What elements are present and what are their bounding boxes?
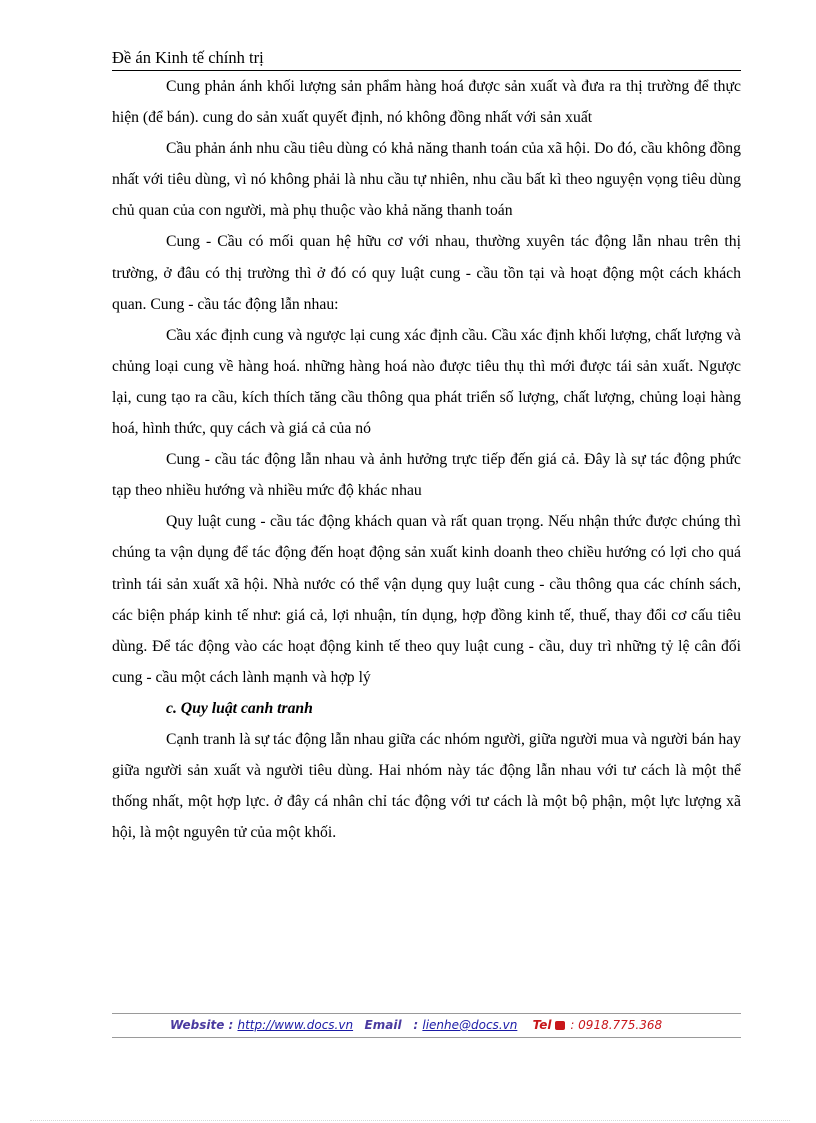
website-separator: : <box>224 1018 238 1032</box>
paragraph: Cầu phản ánh nhu cầu tiêu dùng có khả năng thanh toán của xã hội. Do đó, cầu không đồng nhất với tiêu dùng, vì nó không phải là nhu cầu tự nhiên, nhu cầu bất kì theo nguyện vọng tiêu dùng chủ quan của con người, mà phụ thuộc vào khả năng thanh toán <box>112 140 741 220</box>
website-link[interactable]: http://www.docs.vn <box>237 1018 354 1032</box>
paragraph: Cung - cầu tác động lẫn nhau và ảnh hưởng trực tiếp đến giá cả. Đây là sự tác động phức tạp theo nhiều hướng và nhiều mức độ khác nhau <box>112 451 741 500</box>
email-separator: : <box>409 1018 423 1032</box>
website-label: Website <box>170 1018 225 1032</box>
email-link[interactable]: lienhe@docs.vn <box>422 1018 518 1032</box>
document-header-title: Đề án Kinh tế chính trị <box>112 48 264 67</box>
page-edge-divider <box>30 1120 790 1121</box>
tel-separator: : <box>566 1018 579 1032</box>
page-footer <box>170 1018 662 1032</box>
paragraph: Cạnh tranh là sự tác động lẫn nhau giữa các nhóm người, giữa người mua và người bán hay giữa người sản xuất và người tiêu dùng. Hai nhóm này tác động lẫn nhau với tư cách là một thể thống nhất, một hợp lực. ở đây cá nhân chỉ tác động với tư cách là một bộ phận, một lực lượng xã hội, là một nguyên tử của một khối. <box>112 730 741 842</box>
section-heading: c. Quy luật canh tranh <box>166 699 313 717</box>
document-body <box>112 71 741 848</box>
paragraph: Quy luật cung - cầu tác động khách quan và rất quan trọng. Nếu nhận thức được chúng thì chúng ta vận dụng để tác động đến hoạt động sản xuất kinh doanh theo chiều hướng có lợi cho quá trình tái sản xuất xã hội. Nhà nước có thể vận dụng quy luật cung - cầu thông qua các chính sách, các biện pháp kinh tế như: giá cả, lợi nhuận, tín dụng, hợp đồng kinh tế, thuế, thay đổi cơ cấu tiêu dùng. Để tác động vào các hoạt động kinh tế theo quy luật cung - cầu, duy trì những tỷ lệ cân đối cung - cầu một cách lành mạnh và hợp lý <box>112 513 741 686</box>
paragraph: Cung phản ánh khối lượng sản phẩm hàng hoá được sản xuất và đưa ra thị trường để thực hiện (để bán). cung do sản xuất quyết định, nó không đồng nhất với sản xuất <box>112 78 741 127</box>
tel-number: 0918.775.368 <box>578 1018 663 1032</box>
footer-divider-bottom <box>112 1037 741 1038</box>
phone-icon <box>555 1021 565 1030</box>
tel-label: Tel <box>532 1018 552 1032</box>
paragraph: Cung - Cầu có mối quan hệ hữu cơ với nhau, thường xuyên tác động lẫn nhau trên thị trường, ở đâu có thị trường thì ở đó có quy luật cung - cầu tồn tại và hoạt động một cách khách quan. Cung - cầu tác động lẫn nhau: <box>112 233 741 313</box>
paragraph: Cầu xác định cung và ngược lại cung xác định cầu. Cầu xác định khối lượng, chất lượng và chủng loại cung về hàng hoá. những hàng hoá nào được tiêu thụ thì mới được tái sản xuất. Ngược lại, cung tạo ra cầu, kích thích tăng cầu thông qua phát triển số lượng, chất lượng, chủng loại hàng hoá, hình thức, quy cách và giá cả của nó <box>112 326 741 438</box>
footer-divider-top <box>112 1013 741 1014</box>
email-label: Email <box>364 1018 402 1032</box>
